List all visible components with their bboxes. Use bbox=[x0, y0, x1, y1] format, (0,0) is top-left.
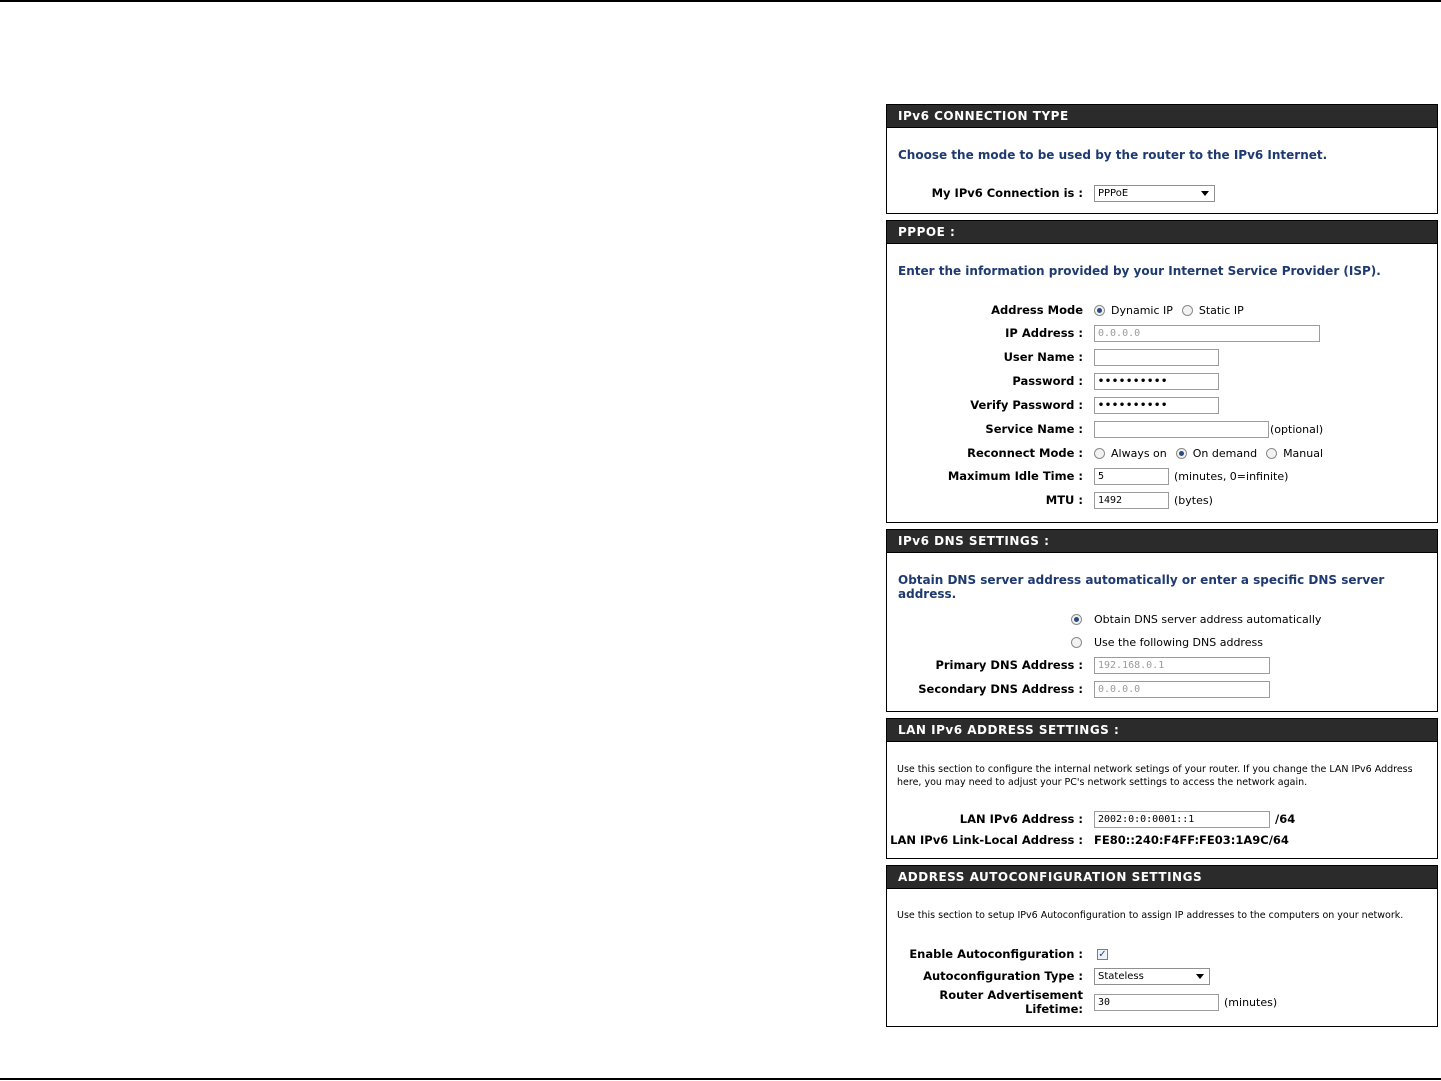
max-idle-label: Maximum Idle Time : bbox=[947, 469, 1083, 483]
lan-address-label: LAN IPv6 Address : bbox=[959, 812, 1083, 826]
lifetime-suffix: (minutes) bbox=[1224, 995, 1278, 1009]
autoconf-type-selected: Stateless bbox=[1098, 970, 1144, 982]
password-label: Password : bbox=[1012, 374, 1083, 388]
pppoe-description: Enter the information provided by your Internet Service Provider (ISP). bbox=[898, 264, 1381, 278]
chevron-down-icon bbox=[1201, 191, 1209, 196]
mtu-input[interactable]: 1492 bbox=[1094, 492, 1169, 509]
lifetime-input[interactable]: 30 bbox=[1094, 994, 1219, 1011]
max-idle-suffix: (minutes, 0=infinite) bbox=[1174, 469, 1289, 483]
address-mode-label: Address Mode bbox=[991, 303, 1083, 317]
dns-panel bbox=[886, 529, 1438, 712]
password-input[interactable]: •••••••••• bbox=[1094, 373, 1219, 390]
lan-panel bbox=[886, 718, 1438, 859]
mtu-label: MTU : bbox=[1045, 493, 1083, 507]
connection-type-selected: PPPoE bbox=[1098, 187, 1129, 199]
connection-type-label: My IPv6 Connection is : bbox=[931, 186, 1083, 200]
always-on-label: Always on bbox=[1111, 446, 1167, 460]
connection-type-description: Choose the mode to be used by the router to the IPv6 Internet. bbox=[898, 148, 1328, 162]
bottom-rule bbox=[0, 1078, 1441, 1080]
max-idle-input[interactable]: 5 bbox=[1094, 468, 1169, 485]
enable-autoconf-label: Enable Autoconfiguration : bbox=[909, 947, 1083, 961]
top-rule bbox=[0, 0, 1441, 2]
user-name-label: User Name : bbox=[1003, 350, 1083, 364]
chevron-down-icon bbox=[1196, 974, 1204, 979]
autoconf-type-label: Autoconfiguration Type : bbox=[923, 969, 1083, 983]
lan-header: LAN IPv6 ADDRESS SETTINGS : bbox=[887, 719, 1437, 742]
lifetime-label-line2: Lifetime: bbox=[1025, 1002, 1083, 1016]
static-ip-radio[interactable] bbox=[1182, 305, 1193, 316]
manual-label: Manual bbox=[1283, 446, 1324, 460]
link-local-label: LAN IPv6 Link-Local Address : bbox=[890, 833, 1083, 847]
service-name-input[interactable] bbox=[1094, 421, 1269, 438]
dynamic-ip-label: Dynamic IP bbox=[1111, 303, 1173, 317]
always-on-radio[interactable] bbox=[1094, 448, 1105, 459]
secondary-dns-label: Secondary DNS Address : bbox=[918, 682, 1083, 696]
verify-password-input[interactable]: •••••••••• bbox=[1094, 397, 1219, 414]
verify-password-label: Verify Password : bbox=[970, 398, 1083, 412]
static-ip-label: Static IP bbox=[1198, 303, 1244, 317]
connection-type-header: IPv6 CONNECTION TYPE bbox=[887, 105, 1437, 128]
optional-text: (optional) bbox=[1270, 422, 1324, 436]
lan-description: Use this section to configure the internal network setings of your router. If you change the LAN IPv6 Address here, you may need to adjust your PC's network settings to access the network again. bbox=[897, 764, 1413, 788]
lan-prefix: /64 bbox=[1275, 812, 1296, 826]
ip-address-label: IP Address : bbox=[1005, 326, 1083, 340]
link-local-value: FE80::240:F4FF:FE03:1A9C/64 bbox=[1094, 833, 1289, 847]
ip-address-input[interactable]: 0.0.0.0 bbox=[1094, 325, 1320, 342]
dns-auto-label: Obtain DNS server address automatically bbox=[1094, 612, 1322, 626]
autoconf-panel bbox=[886, 865, 1438, 1027]
dynamic-ip-radio[interactable] bbox=[1094, 305, 1105, 316]
service-name-label: Service Name : bbox=[985, 422, 1083, 436]
user-name-input[interactable] bbox=[1094, 349, 1219, 366]
manual-radio[interactable] bbox=[1266, 448, 1277, 459]
enable-autoconf-checkbox[interactable]: ✓ bbox=[1098, 948, 1107, 960]
dns-manual-label: Use the following DNS address bbox=[1094, 635, 1263, 649]
secondary-dns-input[interactable]: 0.0.0.0 bbox=[1094, 681, 1270, 698]
dns-manual-radio[interactable] bbox=[1071, 637, 1082, 648]
lifetime-label bbox=[939, 988, 1083, 1016]
pppoe-panel bbox=[886, 220, 1438, 523]
connection-type-panel bbox=[886, 104, 1438, 214]
autoconf-header: ADDRESS AUTOCONFIGURATION SETTINGS bbox=[887, 866, 1437, 889]
primary-dns-input[interactable]: 192.168.0.1 bbox=[1094, 657, 1270, 674]
autoconf-description: Use this section to setup IPv6 Autoconfiguration to assign IP addresses to the computers on your network. bbox=[897, 910, 1404, 921]
mtu-suffix: (bytes) bbox=[1174, 493, 1213, 507]
pppoe-header: PPPOE : bbox=[887, 221, 1437, 244]
primary-dns-label: Primary DNS Address : bbox=[935, 658, 1083, 672]
on-demand-label: On demand bbox=[1192, 446, 1258, 460]
connection-type-select[interactable] bbox=[1094, 185, 1215, 202]
dns-description: Obtain DNS server address automatically or enter a specific DNS server address. bbox=[898, 573, 1385, 601]
dns-header: IPv6 DNS SETTINGS : bbox=[887, 530, 1437, 553]
on-demand-radio[interactable] bbox=[1176, 448, 1187, 459]
autoconf-type-select[interactable] bbox=[1094, 968, 1210, 985]
lifetime-label-line1: Router Advertisement bbox=[939, 988, 1083, 1002]
lan-address-input[interactable]: 2002:0:0:0001::1 bbox=[1094, 811, 1270, 828]
reconnect-mode-label: Reconnect Mode : bbox=[967, 446, 1083, 460]
dns-auto-radio[interactable] bbox=[1071, 614, 1082, 625]
